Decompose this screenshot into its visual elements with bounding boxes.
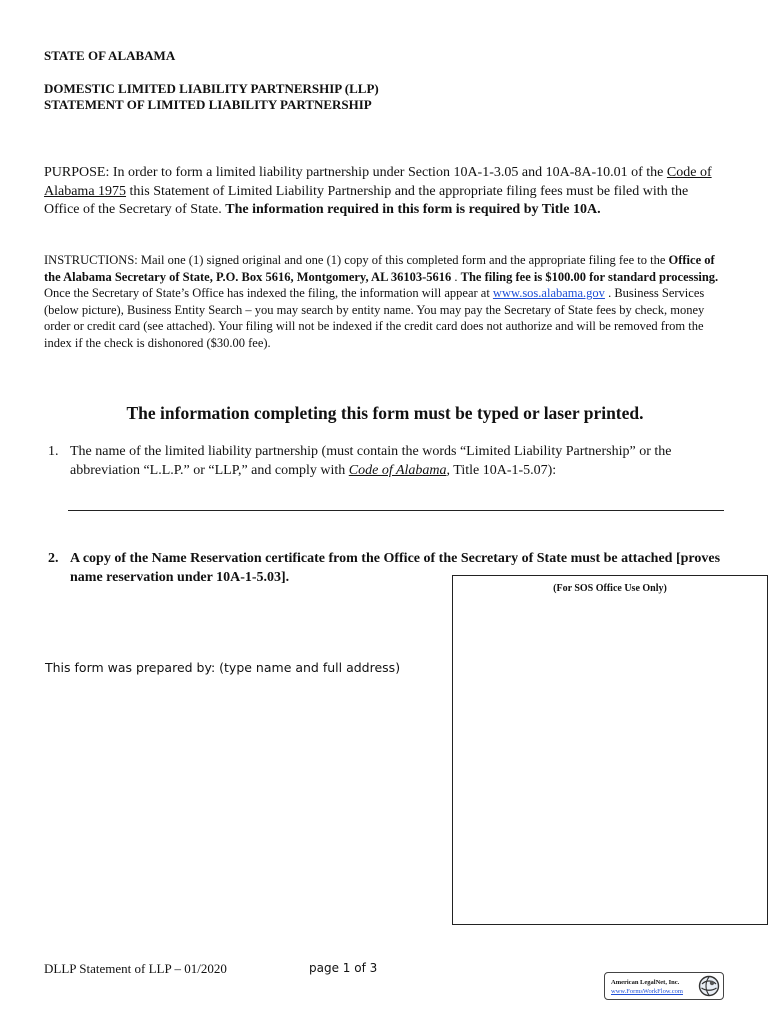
purpose-mid: this Statement of Limited Liability Partnership and the appropriate filing fees must be filed with the Office of the Secretary of State. bbox=[44, 183, 689, 217]
llp-name-field-line[interactable] bbox=[68, 510, 724, 511]
sos-box-label: (For SOS Office Use Only) bbox=[553, 583, 667, 594]
instructions-paragraph bbox=[44, 252, 726, 352]
instructions-sep: . bbox=[451, 269, 461, 284]
item-1-code-reference: Code of Alabama bbox=[348, 463, 447, 478]
sos-website-link[interactable]: www.sos.alabama.gov bbox=[492, 286, 605, 301]
item-1-text bbox=[70, 442, 734, 480]
item-1-tail: , Title 10A-1-5.07): bbox=[446, 463, 557, 478]
office-address: Office of the Alabama Secretary of State, P.O. Box 5616, Montgomery, AL 36103-5616 bbox=[44, 253, 715, 284]
item-2-number: 2. bbox=[48, 551, 59, 566]
instructions-tail: . Business Services (below picture), Business Entity Search – you may search by entity name. You may pay the Secretary of State fees by check, money order or credit card (see attached). Your filing will not be indexed if the credit card does not authorize and will be removed from the index if the check is dishonored ($30.00 fee). bbox=[44, 286, 705, 350]
item-2-text: A copy of the Name Reservation certificate from the Office of the Secretary of State must be attached [proves name reservation under 10A-1-5.03]. bbox=[70, 551, 721, 585]
filing-fee: The filing fee is $100.00 for standard processing. bbox=[460, 269, 719, 284]
globe-icon bbox=[698, 975, 720, 997]
instructions-mid: Once the Secretary of State’s Office has indexed the filing, the information will appear at bbox=[44, 286, 493, 301]
purpose-paragraph bbox=[44, 164, 726, 220]
footer-form-id: DLLP Statement of LLP – 01/2020 bbox=[44, 961, 227, 976]
logo-company-name: American LegalNet, Inc. bbox=[611, 979, 680, 986]
american-legalnet-logo[interactable] bbox=[604, 972, 724, 1000]
code-of-alabama-reference: Code of Alabama 1975 bbox=[44, 165, 712, 199]
form-title-line-1: DOMESTIC LIMITED LIABILITY PARTNERSHIP (LLP) bbox=[44, 81, 379, 96]
item-1-number: 1. bbox=[48, 444, 59, 459]
instructions-lead: INSTRUCTIONS: Mail one (1) signed original and one (1) copy of this completed form and the appropriate filing fee to the bbox=[44, 253, 669, 267]
typed-notice: The information completing this form must be typed or laser printed. bbox=[126, 403, 644, 423]
sos-office-use-box bbox=[452, 575, 768, 925]
form-title-line-2: STATEMENT OF LIMITED LIABILITY PARTNERSHIP bbox=[44, 97, 372, 112]
footer-page-number: page 1 of 3 bbox=[309, 961, 378, 975]
item-1 bbox=[44, 442, 734, 482]
prepared-by-label: This form was prepared by: (type name and full address) bbox=[45, 660, 401, 675]
item-1-lead: The name of the limited liability partnership (must contain the words “Limited Liability Partnership” or the abbreviation “L.L.P.” or “LLP,” and comply with bbox=[70, 444, 672, 478]
logo-url: www.FormsWorkFlow.com bbox=[611, 988, 683, 995]
state-heading: STATE OF ALABAMA bbox=[44, 48, 176, 63]
purpose-required-note: The information required in this form is required by Title 10A. bbox=[225, 202, 601, 217]
purpose-lead: PURPOSE: In order to form a limited liability partnership under Section 10A-1-3.05 and 10A-8A-10.01 of the bbox=[44, 165, 667, 180]
